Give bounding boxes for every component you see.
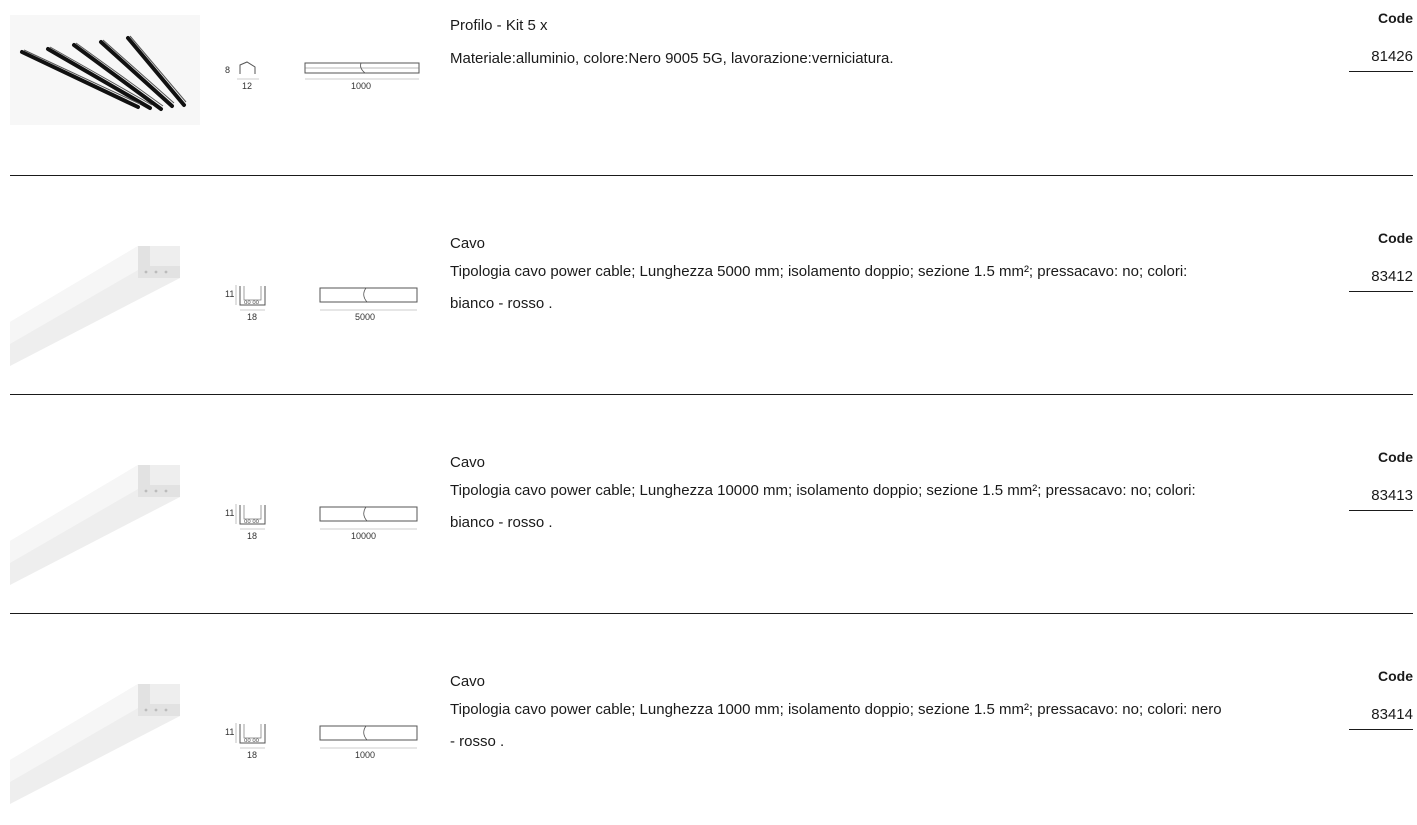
product-code-link[interactable]: 83412 — [1349, 268, 1413, 292]
code-label: Code — [1378, 668, 1413, 684]
cable-technical-drawing — [225, 502, 425, 553]
white-cable-image — [10, 680, 200, 809]
product-description: Tipologia cavo power cable; Lunghezza 10000 mm; isolamento doppio; sezione 1.5 mm²; pressacavo: no; colori: bianco - rosso . — [450, 482, 1196, 531]
dim-length: 1000 — [351, 81, 372, 91]
white-cable-image — [10, 461, 200, 590]
code-label: Code — [1378, 449, 1413, 465]
product-description: Tipologia cavo power cable; Lunghezza 1000 mm; isolamento doppio; sezione 1.5 mm²; pressacavo: no; colori: nero - rosso . — [450, 701, 1222, 750]
dim-height: 11 — [225, 289, 235, 299]
dim-height: 11 — [225, 727, 235, 737]
dim-width: 18 — [247, 312, 258, 322]
product-row — [0, 614, 1417, 825]
product-row — [0, 0, 1417, 175]
product-title: Cavo — [450, 235, 486, 252]
dim-length: 1000 — [355, 750, 376, 760]
cable-technical-drawing — [225, 283, 425, 334]
black-profile-strips-image — [10, 15, 200, 130]
dim-width: 12 — [242, 81, 253, 91]
code-label: Code — [1378, 10, 1413, 26]
dim-length: 5000 — [355, 312, 376, 322]
product-code-link[interactable]: 81426 — [1349, 48, 1413, 72]
svg-text:oo oo: oo oo — [244, 300, 260, 306]
product-title: Cavo — [450, 454, 486, 471]
dim-length: 10000 — [351, 531, 377, 541]
dim-width: 18 — [247, 531, 258, 541]
product-code-link[interactable]: 83414 — [1349, 706, 1413, 730]
svg-text:oo oo: oo oo — [244, 519, 260, 525]
product-description: Materiale:alluminio, colore:Nero 9005 5G, lavorazione:verniciatura. — [450, 50, 894, 67]
dim-height: 11 — [225, 508, 235, 518]
product-description: Tipologia cavo power cable; Lunghezza 5000 mm; isolamento doppio; sezione 1.5 mm²; pressacavo: no; colori: bianco - rosso . — [450, 263, 1188, 312]
cable-technical-drawing — [225, 721, 425, 772]
code-label: Code — [1378, 230, 1413, 246]
product-code-link[interactable]: 83413 — [1349, 487, 1413, 511]
product-title: Profilo - Kit 5 x — [450, 17, 548, 34]
product-row — [0, 176, 1417, 395]
product-row — [0, 395, 1417, 614]
profile-technical-drawing — [225, 58, 425, 97]
product-title: Cavo — [450, 673, 486, 690]
white-cable-image — [10, 242, 200, 371]
dim-width: 18 — [247, 750, 258, 760]
dim-height: 8 — [225, 65, 231, 75]
svg-text:oo oo: oo oo — [244, 738, 260, 744]
